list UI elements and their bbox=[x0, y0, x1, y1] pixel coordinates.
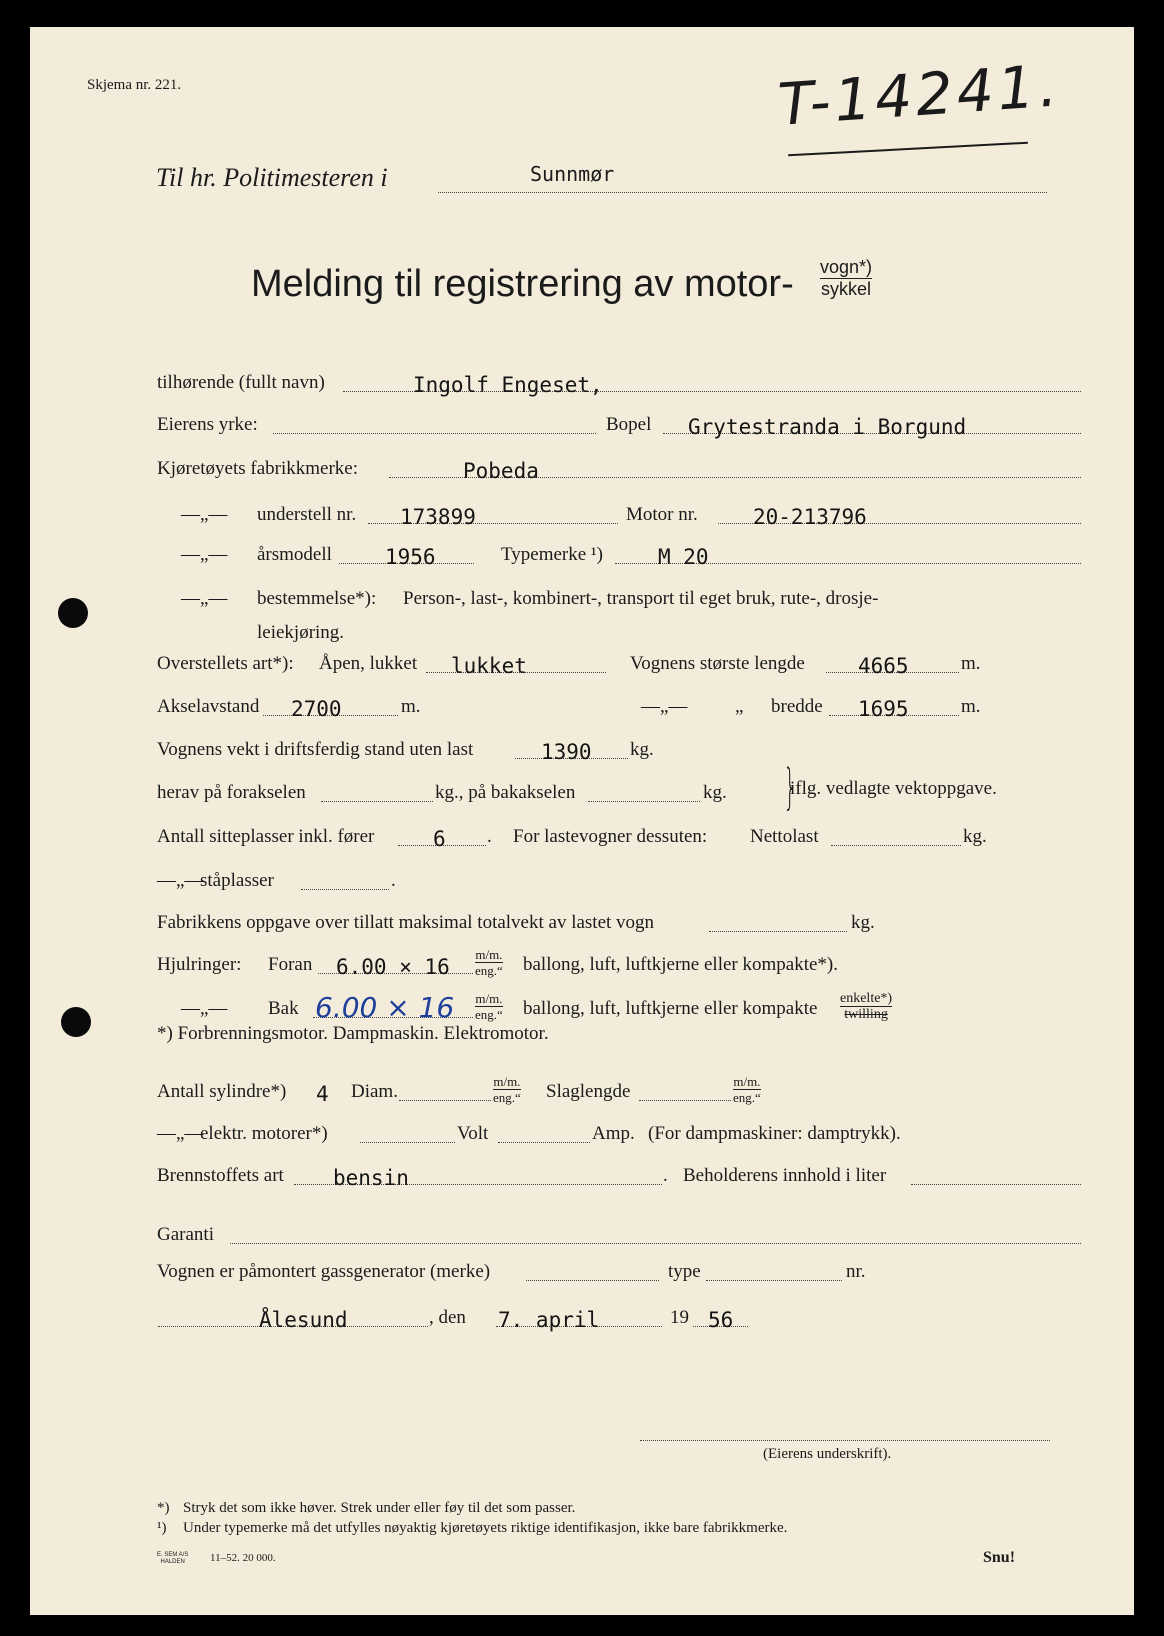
gas-generator-line bbox=[526, 1250, 659, 1281]
electric-label: elektr. motorer*) bbox=[200, 1123, 328, 1144]
motor-types: *) Forbrenningsmotor. Dampmaskin. Elektromotor. bbox=[157, 1023, 549, 1044]
punch-hole-top bbox=[58, 598, 88, 628]
owner-value: Ingolf Engeset, bbox=[413, 373, 603, 397]
diameter-label: Diam. bbox=[351, 1081, 398, 1102]
length-label: Vognens største lengde bbox=[630, 653, 805, 674]
row-gas-generator bbox=[157, 1251, 1081, 1287]
occupation-label: Eierens yrke: bbox=[157, 414, 258, 435]
width-unit: m. bbox=[961, 696, 981, 717]
seats-value: 6 bbox=[433, 827, 446, 851]
form-title: Melding til registrering av motor- bbox=[251, 263, 794, 305]
row-signoff bbox=[163, 1297, 1081, 1333]
chassis-dash: —„— bbox=[181, 504, 228, 525]
signoff-year: 56 bbox=[708, 1308, 734, 1332]
model-year-label: årsmodell bbox=[257, 544, 332, 565]
front-axle-line bbox=[321, 771, 433, 802]
footnote-2: Under typemerke må det utfylles nøyaktig kjøretøyets riktige identifikasjon, ikke bare fabrikkmerke. bbox=[183, 1520, 788, 1536]
cylinders-label: Antall sylindre*) bbox=[157, 1081, 287, 1102]
printer-mark bbox=[157, 1552, 188, 1566]
steam-pressure-note: (For dampmaskiner: damptrykk). bbox=[648, 1123, 901, 1144]
weight-brace: } bbox=[783, 759, 798, 815]
title-options bbox=[820, 257, 872, 300]
row-tyres-front bbox=[157, 944, 1081, 980]
fuel-value: bensin bbox=[333, 1166, 409, 1190]
row-electric bbox=[157, 1113, 1081, 1149]
occupation-line bbox=[273, 403, 596, 434]
tyres-front-mm: m/m. bbox=[475, 947, 503, 962]
diameter-line bbox=[399, 1070, 491, 1101]
row-make bbox=[157, 448, 1081, 484]
signoff-den: , den bbox=[429, 1307, 466, 1328]
volt-label: Volt bbox=[457, 1123, 489, 1144]
owner-label: tilhørende (fullt navn) bbox=[157, 372, 325, 393]
purpose-line1: Person-, last-, kombinert-, transport til eget bruk, rute-, drosje- bbox=[403, 588, 879, 609]
addressee-value: Sunnmør bbox=[530, 162, 615, 186]
gas-generator-label: Vognen er påmontert gassgenerator (merke) bbox=[157, 1261, 491, 1282]
tyres-rear-pos: Bak bbox=[268, 998, 299, 1019]
max-weight-label: Fabrikkens oppgave over tillatt maksimal totalvekt av lastet vogn bbox=[157, 912, 655, 933]
row-owner bbox=[157, 362, 1081, 398]
row-wheelbase bbox=[157, 686, 1081, 722]
model-year-value: 1956 bbox=[385, 545, 436, 569]
printer-name: E. SEM A/S bbox=[157, 1552, 189, 1558]
truck-label: For lastevogner dessuten: bbox=[513, 826, 708, 847]
stroke-unit bbox=[733, 1074, 761, 1105]
purpose-label: bestemmelse*): bbox=[257, 588, 377, 609]
standing-label: ståplasser bbox=[200, 870, 274, 891]
rear-axle-label: kg., på bakakselen bbox=[435, 782, 576, 803]
tyres-rear-opt-single: enkelte*) bbox=[840, 991, 893, 1006]
purpose-dash: —„— bbox=[181, 588, 228, 609]
row-max-weight bbox=[157, 902, 1081, 938]
max-weight-line bbox=[709, 901, 847, 932]
title-option-sykkel: sykkel bbox=[821, 279, 872, 299]
signoff-date: 7. april bbox=[498, 1308, 600, 1332]
diameter-eng: eng.“ bbox=[493, 1090, 521, 1105]
wheelbase-unit: m. bbox=[401, 696, 421, 717]
width-label: bredde bbox=[771, 696, 823, 717]
rear-axle-unit: kg. bbox=[703, 782, 727, 803]
stroke-line bbox=[639, 1070, 731, 1101]
chassis-label: understell nr. bbox=[257, 504, 357, 525]
make-value: Pobeda bbox=[463, 459, 539, 483]
row-cylinders bbox=[157, 1071, 1081, 1107]
net-load-line bbox=[831, 815, 961, 846]
signature-label: (Eierens underskrift). bbox=[763, 1446, 892, 1462]
max-weight-unit: kg. bbox=[851, 912, 875, 933]
row-occupation bbox=[157, 404, 1081, 440]
purpose-line2: leiekjøring. bbox=[257, 622, 345, 643]
front-axle-label: herav på forakselen bbox=[157, 782, 306, 803]
body-type-label: Overstellets art*): bbox=[157, 653, 294, 674]
tyres-rear-options bbox=[840, 991, 892, 1022]
row-standing bbox=[157, 860, 1081, 896]
wheelbase-label: Akselavstand bbox=[157, 696, 260, 717]
tyres-rear-value: 6.00 × 16 bbox=[315, 991, 455, 1024]
wheelbase-value: 2700 bbox=[291, 697, 342, 721]
chassis-value: 173899 bbox=[400, 505, 476, 529]
form-sheet bbox=[30, 27, 1134, 1615]
gas-type-line bbox=[706, 1250, 842, 1281]
printer-code: 11–52. 20 000. bbox=[210, 1552, 276, 1564]
weight-note: iflg. vedlagte vektoppgave. bbox=[790, 778, 997, 799]
punch-hole-bottom bbox=[61, 1007, 91, 1037]
diameter-mm: m/m. bbox=[493, 1074, 521, 1089]
tyres-front-types: ballong, luft, luftkjerne eller kompakte*). bbox=[523, 954, 838, 975]
body-type-value: lukket bbox=[451, 654, 527, 678]
width-dash: —„— bbox=[641, 696, 688, 717]
weight-unit: kg. bbox=[630, 739, 654, 760]
fuel-label: Brennstoffets art bbox=[157, 1165, 284, 1186]
stroke-mm: m/m. bbox=[733, 1074, 761, 1089]
footnote-2-mark: ¹) bbox=[157, 1520, 167, 1536]
volt-line bbox=[498, 1112, 590, 1143]
row-purpose bbox=[163, 578, 1081, 614]
addressee-label: Til hr. Politimesteren i bbox=[156, 163, 388, 192]
type-value: M 20 bbox=[658, 545, 709, 569]
signature-line bbox=[640, 1440, 1050, 1441]
row-body-type bbox=[157, 643, 1081, 679]
tyres-front-pos: Foran bbox=[268, 954, 313, 975]
row-warranty bbox=[157, 1214, 1081, 1250]
model-year-dash: —„— bbox=[181, 544, 228, 565]
footnote-1-mark: *) bbox=[157, 1500, 170, 1516]
net-load-unit: kg. bbox=[963, 826, 987, 847]
electric-count-line bbox=[360, 1112, 455, 1143]
seats-label: Antall sitteplasser inkl. fører bbox=[157, 826, 375, 847]
fuel-period: . bbox=[663, 1165, 668, 1186]
motor-label: Motor nr. bbox=[626, 504, 698, 525]
tyres-front-value: 6.00 × 16 bbox=[336, 955, 450, 979]
printer-city: HALDEN bbox=[160, 1559, 185, 1565]
weight-value: 1390 bbox=[541, 740, 592, 764]
signoff-place: Ålesund bbox=[259, 1308, 348, 1332]
row-tyres-rear bbox=[163, 988, 1081, 1024]
cylinders-value: 4 bbox=[316, 1082, 329, 1106]
stroke-label: Slaglengde bbox=[546, 1081, 631, 1102]
tyres-rear-eng: eng.“ bbox=[475, 1007, 503, 1022]
weight-label: Vognens vekt i driftsferdig stand uten last bbox=[157, 739, 474, 760]
width-quote: „ bbox=[735, 696, 744, 717]
electric-dash: —„— bbox=[157, 1123, 204, 1144]
row-weight bbox=[157, 729, 1081, 765]
seats-period: . bbox=[487, 826, 492, 847]
net-load-label: Nettolast bbox=[750, 826, 819, 847]
residence-value: Grytestranda i Borgund bbox=[688, 415, 967, 439]
tank-line bbox=[911, 1154, 1081, 1185]
tyres-front-unit bbox=[475, 947, 503, 978]
gas-nr-label: nr. bbox=[846, 1261, 866, 1282]
length-unit: m. bbox=[961, 653, 981, 674]
tyres-rear-unit bbox=[475, 991, 503, 1022]
tyres-label: Hjulringer: bbox=[157, 954, 242, 975]
warranty-label: Garanti bbox=[157, 1224, 214, 1245]
row-chassis bbox=[163, 494, 1081, 530]
row-seats bbox=[157, 816, 1081, 852]
row-fuel bbox=[157, 1155, 1081, 1191]
stroke-eng: eng.“ bbox=[733, 1090, 761, 1105]
standing-dash: —„— bbox=[157, 870, 204, 891]
tank-label: Beholderens innhold i liter bbox=[683, 1165, 887, 1186]
ref-number: T-14241. bbox=[775, 51, 1064, 139]
ref-underline bbox=[788, 142, 1028, 157]
tyres-rear-mm: m/m. bbox=[475, 991, 503, 1006]
make-label: Kjøretøyets fabrikkmerke: bbox=[157, 458, 359, 479]
residence-label: Bopel bbox=[606, 414, 652, 435]
turn-over: Snu! bbox=[983, 1549, 1016, 1566]
motor-value: 20-213796 bbox=[753, 505, 867, 529]
addressee-line bbox=[438, 192, 1047, 193]
tyres-front-eng: eng.“ bbox=[475, 963, 503, 978]
signoff-century: 19 bbox=[670, 1307, 689, 1328]
tyres-rear-dash: —„— bbox=[181, 998, 228, 1019]
tyres-rear-opt-twin: twilling bbox=[844, 1007, 888, 1022]
rear-axle-line bbox=[588, 771, 700, 802]
tyres-rear-types: ballong, luft, luftkjerne eller kompakte bbox=[523, 998, 818, 1019]
footnote-1: Stryk det som ikke høver. Strek under eller føy til det som passer. bbox=[183, 1500, 576, 1516]
form-code: Skjema nr. 221. bbox=[87, 77, 182, 93]
gas-type-label: type bbox=[668, 1261, 701, 1282]
standing-line bbox=[301, 859, 389, 890]
diameter-unit bbox=[493, 1074, 521, 1105]
body-type-options: Åpen, lukket bbox=[319, 653, 418, 674]
type-label: Typemerke ¹) bbox=[501, 544, 603, 565]
standing-period: . bbox=[391, 870, 396, 891]
warranty-line bbox=[230, 1213, 1081, 1244]
amp-label: Amp. bbox=[592, 1123, 635, 1144]
length-value: 4665 bbox=[858, 654, 909, 678]
width-value: 1695 bbox=[858, 697, 909, 721]
row-model-year bbox=[163, 534, 1081, 570]
title-option-vogn: vogn*) bbox=[820, 257, 873, 277]
